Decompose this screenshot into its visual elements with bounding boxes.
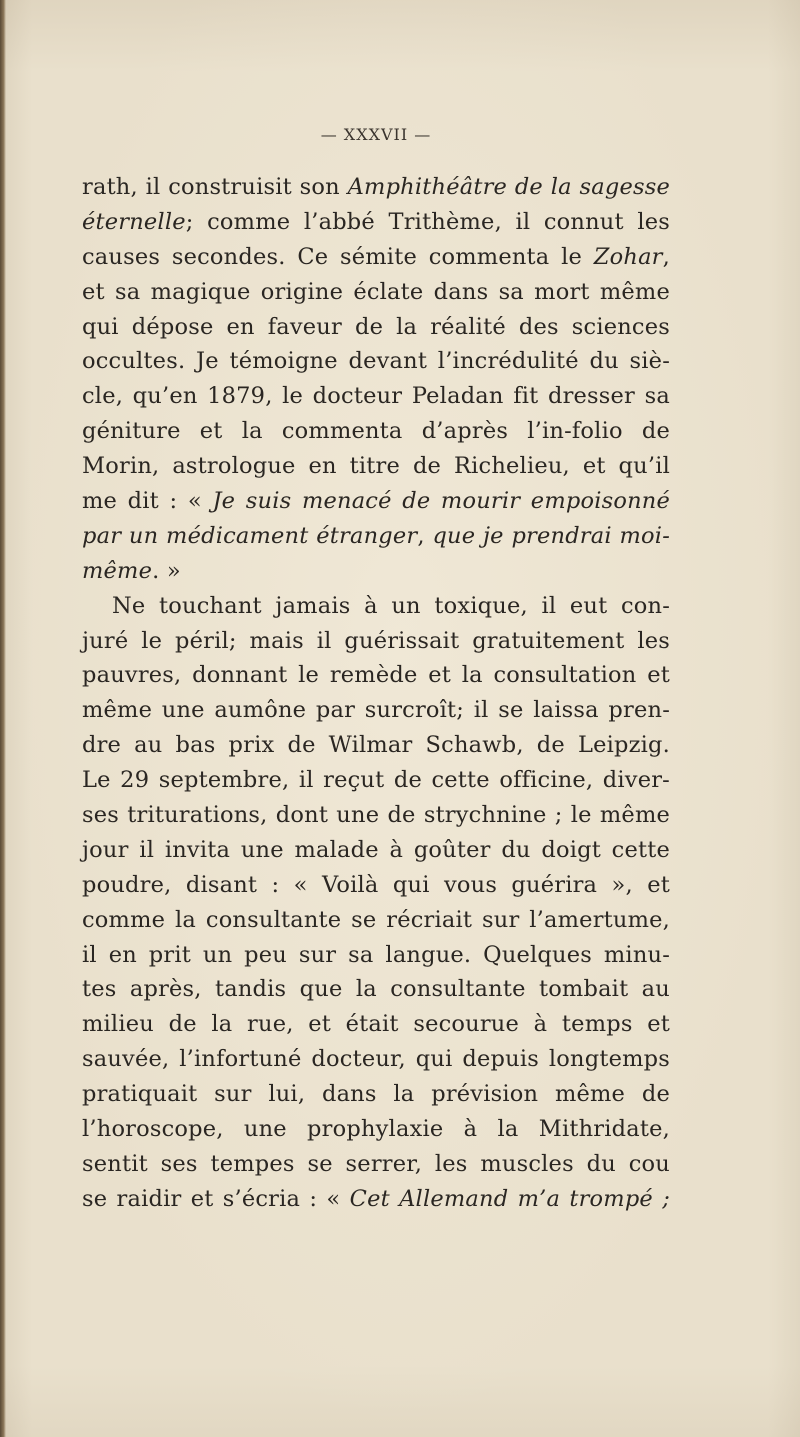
text-segment: ; comme l’abbé Trithème, il connut les [185, 208, 670, 235]
text-line [82, 903, 670, 938]
text-line [82, 868, 670, 903]
text-segment: poudre, disant : « Voilà qui vous guérira », et [82, 871, 670, 898]
page-gutter-shadow [0, 0, 6, 1437]
text-segment: tes après, tandis que la consultante tombait au [82, 976, 670, 1003]
text-segment: . » [152, 557, 181, 584]
text-segment: sauvée, l’infortuné docteur, qui depuis longtemps [82, 1046, 670, 1073]
text-line [82, 624, 670, 659]
text-line [82, 519, 670, 554]
text-line [82, 1182, 670, 1217]
text-line [82, 658, 670, 693]
italic-text-segment: Cet Allemand m’a trompé ; [349, 1185, 670, 1212]
page-number-header: — XXXVII — [320, 125, 432, 144]
text-segment: se raidir et s’écria : « [82, 1185, 350, 1212]
text-segment: occultes. Je témoigne devant l’incrédulité du siè- [82, 348, 670, 375]
text-line [82, 1077, 670, 1112]
text-segment: cle, qu’en 1879, le docteur Peladan fit dresser sa [82, 383, 670, 410]
text-segment: me dit : « [82, 488, 213, 515]
italic-text-segment: éternelle [82, 208, 186, 235]
book-page [82, 120, 670, 1217]
text-segment: sentit ses tempes se serrer, les muscles du cou [82, 1150, 670, 1177]
text-line [82, 379, 670, 414]
text-segment: Morin, astrologue en titre de Richelieu, et qu’il [82, 453, 670, 480]
text-line [82, 1147, 670, 1182]
text-segment: , [662, 243, 670, 270]
body-text [82, 170, 670, 1217]
text-segment: géniture et la commenta d’après l’in-folio de [82, 418, 670, 445]
text-segment: ses triturations, dont une de strychnine ; le même [82, 802, 670, 829]
text-line [82, 275, 670, 310]
text-segment: l’horoscope, une prophylaxie à la Mithridate, [82, 1116, 670, 1143]
italic-text-segment: par un médicament étranger [82, 522, 418, 549]
text-line [82, 554, 670, 589]
text-segment: pratiquait sur lui, dans la prévision même de [82, 1081, 670, 1108]
italic-text-segment: même [82, 557, 153, 584]
text-line [82, 170, 670, 205]
text-line [82, 449, 670, 484]
text-line [82, 833, 670, 868]
text-segment: milieu de la rue, et était secourue à temps et [82, 1011, 670, 1038]
text-line [82, 693, 670, 728]
text-line [82, 1042, 670, 1077]
text-line [82, 414, 670, 449]
text-line [82, 798, 670, 833]
text-segment: même une aumône par surcroît; il se laissa pren- [82, 697, 670, 724]
text-line [82, 938, 670, 973]
text-line [82, 1007, 670, 1042]
text-segment: rath, il construisit son [82, 174, 348, 200]
text-segment: il en prit un peu sur sa langue. Quelques minu- [82, 941, 670, 968]
text-line [82, 310, 670, 345]
text-segment: jour il invita une malade à goûter du doigt cette [82, 836, 670, 863]
text-line [82, 484, 670, 519]
text-line [82, 763, 670, 798]
text-line [82, 1112, 670, 1147]
text-segment: et sa magique origine éclate dans sa mort même [82, 278, 670, 305]
text-line [82, 205, 670, 240]
text-line [82, 589, 670, 624]
text-line [82, 972, 670, 1007]
text-segment: comme la consultante se récriait sur l’amertume, [82, 906, 670, 933]
text-segment: , [417, 522, 433, 549]
text-segment: Ne touchant jamais à un toxique, il eut con- [112, 592, 670, 619]
text-segment: qui dépose en faveur de la réalité des sciences [82, 313, 670, 340]
italic-text-segment: Je suis menacé de mourir empoisonné [212, 488, 670, 515]
text-segment: dre au bas prix de Wilmar Schawb, de Leipzig. [82, 732, 670, 759]
italic-text-segment: Amphithéâtre de la sagesse [347, 174, 670, 200]
italic-text-segment: que je prendrai moi- [432, 522, 671, 549]
text-line [82, 344, 670, 379]
italic-text-segment: Zohar [593, 243, 663, 270]
text-line [82, 240, 670, 275]
text-line [82, 728, 670, 763]
text-segment: Le 29 septembre, il reçut de cette officine, diver- [82, 767, 670, 794]
text-segment: pauvres, donnant le remède et la consultation et [82, 662, 670, 689]
text-segment: causes secondes. Ce sémite commenta le [82, 243, 594, 270]
text-segment: juré le péril; mais il guérissait gratuitement les [82, 627, 670, 654]
